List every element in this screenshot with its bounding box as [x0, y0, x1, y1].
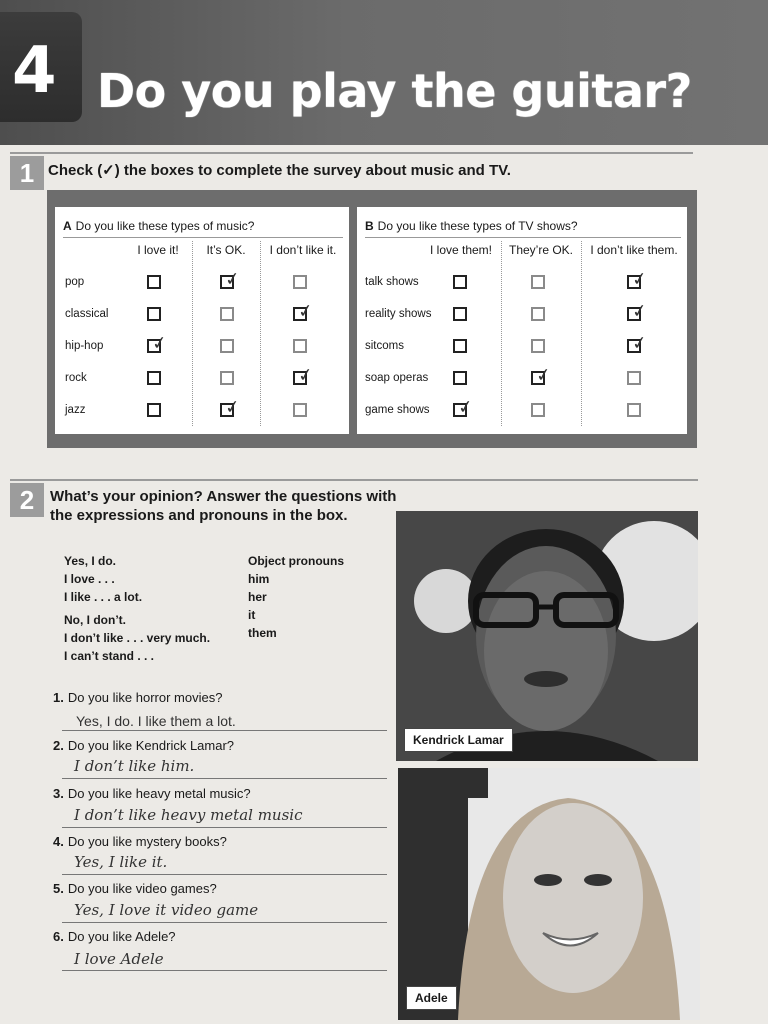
question-text: Do you like mystery books?: [67, 834, 227, 849]
answer-1[interactable]: Yes, I do. I like them a lot.: [76, 713, 236, 729]
question-number: 1.: [53, 690, 64, 705]
survey-checkbox[interactable]: [453, 339, 467, 353]
question-number: 4.: [53, 834, 64, 849]
divider: [63, 237, 343, 238]
survey-checkbox[interactable]: [293, 339, 307, 353]
column-separator: [501, 241, 502, 426]
column-separator: [192, 241, 193, 426]
tv-header-ok: They’re OK.: [508, 243, 574, 257]
survey-checkbox[interactable]: [627, 371, 641, 385]
no-heading: No, I don’t.: [64, 613, 126, 627]
survey-checkbox[interactable]: [293, 300, 315, 323]
portrait-illustration: [398, 768, 700, 1020]
survey-checkbox[interactable]: [627, 268, 649, 291]
answer-line: [62, 874, 387, 875]
survey-checkbox[interactable]: [453, 307, 467, 321]
answer-5[interactable]: Yes, I love it video game: [74, 901, 259, 919]
answer-line: [62, 730, 387, 731]
tv-survey: [357, 207, 687, 434]
section-divider: [10, 479, 698, 481]
question-1: [53, 690, 222, 705]
exercise-1-number: 1: [10, 156, 44, 190]
answer-line: [62, 922, 387, 923]
section-divider: [10, 152, 693, 154]
question-4: [53, 834, 227, 849]
survey-panel: [47, 190, 697, 448]
survey-checkbox[interactable]: [220, 396, 242, 419]
check-mark-icon: ✓: [630, 300, 649, 323]
survey-row-label: talk shows: [365, 276, 419, 288]
survey-checkbox[interactable]: [220, 307, 234, 321]
check-mark-icon: ✓: [456, 396, 475, 419]
survey-row-label: pop: [65, 276, 85, 288]
answer-line: [62, 970, 387, 971]
question-number: 5.: [53, 881, 64, 896]
pronoun: it: [248, 608, 256, 622]
music-letter: A: [63, 219, 72, 233]
check-mark-icon: ✓: [630, 268, 649, 291]
survey-checkbox[interactable]: [627, 300, 649, 323]
check-mark-icon: ✓: [630, 332, 649, 355]
column-separator: [260, 241, 261, 426]
exercise-2-instruction-line2: the expressions and pronouns in the box.: [50, 507, 348, 524]
pronouns-heading: Object pronouns: [248, 554, 344, 568]
survey-row-label: reality shows: [365, 308, 432, 320]
survey-row-label: sitcoms: [365, 340, 404, 352]
check-mark-icon: ✓: [223, 268, 242, 291]
answer-line: [62, 778, 387, 779]
survey-checkbox[interactable]: [147, 403, 161, 417]
question-3: [53, 786, 251, 801]
survey-row-label: game shows: [365, 404, 430, 416]
survey-checkbox[interactable]: [220, 268, 242, 291]
adele-photo: [398, 768, 700, 1020]
question-text: Do you like video games?: [67, 881, 217, 896]
pronoun: them: [248, 626, 277, 640]
pronoun: her: [248, 590, 267, 604]
survey-checkbox[interactable]: [453, 275, 467, 289]
survey-checkbox[interactable]: [147, 332, 169, 355]
survey-checkbox[interactable]: [147, 371, 161, 385]
survey-checkbox[interactable]: [627, 332, 649, 355]
survey-checkbox[interactable]: [531, 275, 545, 289]
survey-checkbox[interactable]: [531, 307, 545, 321]
photo-caption: Adele: [406, 986, 457, 1010]
survey-checkbox[interactable]: [293, 275, 307, 289]
tv-question-text: Do you like these types of TV shows?: [377, 219, 578, 233]
column-separator: [581, 241, 582, 426]
unit-header: [0, 0, 768, 145]
survey-checkbox[interactable]: [531, 364, 553, 387]
exercise-2-number: 2: [10, 483, 44, 517]
tv-letter: B: [365, 219, 374, 233]
music-header-dislike: I don’t like it.: [269, 243, 337, 257]
music-header-love: I love it!: [137, 243, 179, 257]
survey-checkbox[interactable]: [627, 403, 641, 417]
unit-title: Do you play the guitar?: [97, 64, 692, 118]
music-survey: [55, 207, 349, 434]
question-text: Do you like Adele?: [67, 929, 176, 944]
check-mark-icon: ✓: [534, 364, 553, 387]
yes-expression: I love . . .: [64, 572, 115, 586]
question-number: 6.: [53, 929, 64, 944]
survey-row-label: jazz: [65, 404, 86, 416]
survey-checkbox[interactable]: [220, 371, 234, 385]
survey-row-label: classical: [65, 308, 109, 320]
survey-checkbox[interactable]: [453, 371, 467, 385]
yes-heading: Yes, I do.: [64, 554, 117, 568]
music-question-text: Do you like these types of music?: [75, 219, 255, 233]
survey-row-label: hip-hop: [65, 340, 104, 352]
kendrick-lamar-photo: [396, 511, 698, 761]
divider: [365, 237, 681, 238]
survey-checkbox[interactable]: [220, 339, 234, 353]
question-text: Do you like heavy metal music?: [67, 786, 251, 801]
answer-4[interactable]: Yes, I like it.: [74, 853, 168, 871]
unit-number-tab: [0, 12, 82, 122]
exercise-1-instruction: Check (✓) the boxes to complete the survey about music and TV.: [48, 162, 511, 179]
music-header-ok: It’s OK.: [206, 243, 246, 257]
question-number: 2.: [53, 738, 64, 753]
question-text: Do you like horror movies?: [67, 690, 223, 705]
portrait-illustration: [396, 511, 698, 761]
survey-checkbox[interactable]: [531, 339, 545, 353]
pronoun: him: [248, 572, 270, 586]
exercise-2-instruction-line1: What’s your opinion? Answer the questions with: [50, 488, 397, 505]
question-text: Do you like Kendrick Lamar?: [67, 738, 235, 753]
question-2: [53, 738, 234, 753]
check-mark-icon: ✓: [296, 300, 315, 323]
survey-checkbox[interactable]: [293, 403, 307, 417]
object-pronouns: [248, 552, 344, 642]
survey-checkbox[interactable]: [453, 396, 475, 419]
expressions-no: [64, 611, 210, 665]
no-expression: I don’t like . . . very much.: [64, 631, 211, 645]
tv-header-love: I love them!: [429, 243, 493, 257]
unit-number: 4: [12, 34, 57, 108]
no-expression: I can’t stand . . .: [64, 649, 155, 663]
photo-caption: Kendrick Lamar: [404, 728, 513, 752]
answer-line: [62, 827, 387, 828]
question-number: 3.: [53, 786, 64, 801]
tv-question: [365, 219, 578, 233]
expressions-yes: [64, 552, 142, 606]
check-mark-icon: ✓: [296, 364, 315, 387]
check-mark-icon: ✓: [223, 396, 242, 419]
survey-checkbox[interactable]: [147, 307, 161, 321]
survey-row-label: rock: [65, 372, 87, 384]
survey-row-label: soap operas: [365, 372, 429, 384]
answer-3[interactable]: I don’t like heavy metal music: [74, 806, 303, 824]
survey-checkbox[interactable]: [531, 403, 545, 417]
question-6: [53, 929, 176, 944]
tv-header-dislike: I don’t like them.: [590, 243, 678, 257]
music-question: [63, 219, 254, 233]
answer-2[interactable]: I don’t like him.: [74, 757, 195, 775]
yes-expression: I like . . . a lot.: [64, 590, 143, 604]
survey-checkbox[interactable]: [293, 364, 315, 387]
question-5: [53, 881, 217, 896]
answer-6[interactable]: I love Adele: [74, 950, 164, 968]
survey-checkbox[interactable]: [147, 275, 161, 289]
check-mark-icon: ✓: [150, 332, 169, 355]
